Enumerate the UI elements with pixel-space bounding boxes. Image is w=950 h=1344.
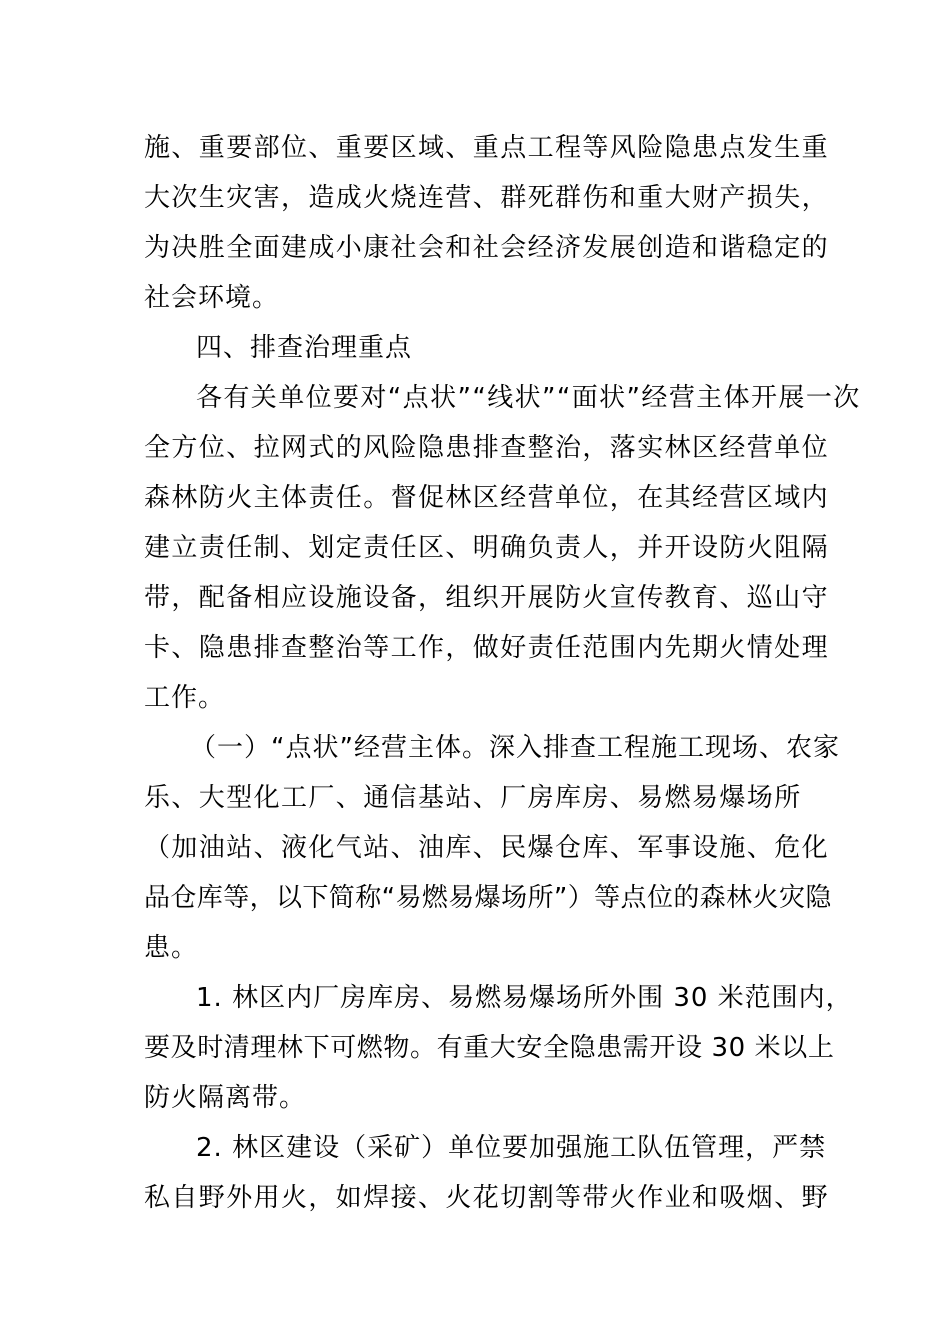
text-line: 施、重要部位、重要区域、重点工程等风险隐患点发生重 <box>144 133 830 163</box>
text-line: （加油站、液化气站、油库、民爆仓库、军事设施、危化 <box>144 833 830 863</box>
subsection-heading: （一）“点状”经营主体。深入排查工程施工现场、农家 <box>190 733 840 763</box>
text-line: 社会环境。 <box>144 283 280 313</box>
text-line: 全方位、拉网式的风险隐患排查整治，落实林区经营单位 <box>144 433 830 463</box>
text-line: 各有关单位要对“点状”“线状”“面状”经营主体开展一次 <box>196 383 861 413</box>
text-line: 森林防火主体责任。督促林区经营单位，在其经营区域内 <box>144 483 830 513</box>
text-line: 卡、隐患排查整治等工作，做好责任范围内先期火情处理 <box>144 633 830 663</box>
text-line: 患。 <box>144 933 199 963</box>
text-line: 防火隔离带。 <box>144 1083 307 1113</box>
text-line: 带，配备相应设施设备，组织开展防火宣传教育、巡山守 <box>144 583 830 613</box>
text-line: 品仓库等，以下简称“易燃易爆场所”）等点位的森林火灾隐 <box>144 883 832 913</box>
text-line: 私自野外用火，如焊接、火花切割等带火作业和吸烟、野 <box>144 1183 830 1213</box>
text-line: 大次生灾害，造成火烧连营、群死群伤和重大财产损失， <box>144 183 830 213</box>
list-item: 2. 林区建设（采矿）单位要加强施工队伍管理，严禁 <box>196 1133 827 1163</box>
text-line: 为决胜全面建成小康社会和社会经济发展创造和谐稳定的 <box>144 233 830 263</box>
text-line: 要及时清理林下可燃物。有重大安全隐患需开设 30 米以上 <box>144 1033 835 1063</box>
text-line: 乐、大型化工厂、通信基站、厂房库房、易燃易爆场所 <box>144 783 802 813</box>
section-heading: 四、排查治理重点 <box>196 333 413 363</box>
text-line: 工作。 <box>144 683 226 713</box>
list-item: 1. 林区内厂房库房、易燃易爆场所外围 30 米范围内， <box>196 983 853 1013</box>
text-line: 建立责任制、划定责任区、明确负责人，并开设防火阻隔 <box>144 533 830 563</box>
